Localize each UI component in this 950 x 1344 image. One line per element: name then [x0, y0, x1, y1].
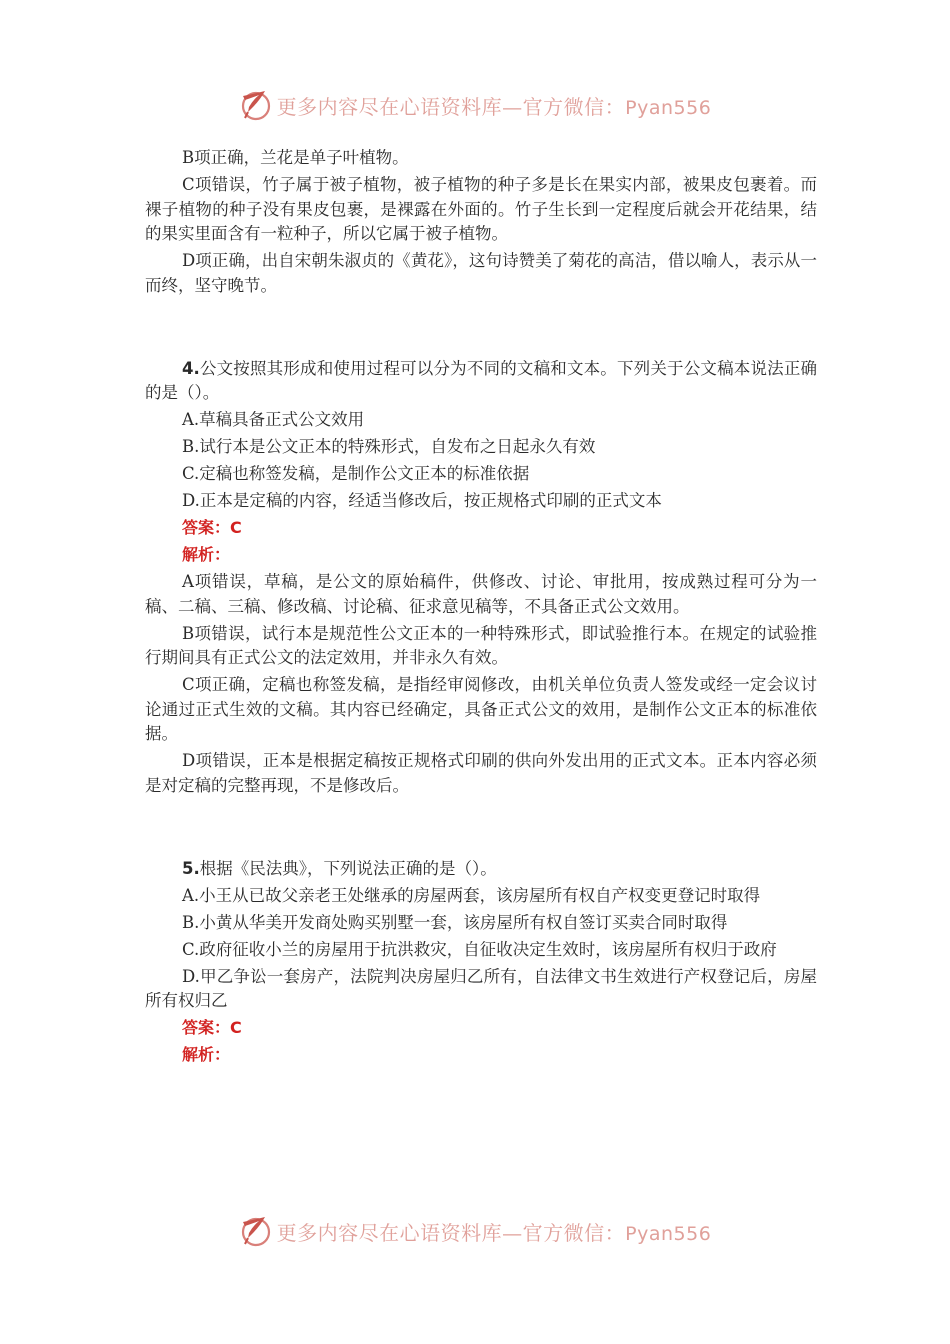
- analysis-d: D项错误，正本是根据定稿按正规格式印刷的供向外发出用的正式文本。正本内容必须是对定稿的完整再现，不是修改后。: [145, 751, 817, 795]
- option-c: C.政府征收小兰的房屋用于抗洪救灾，自征收决定生效时，该房屋所有权归于政府: [182, 939, 777, 959]
- question-number: 5.: [182, 858, 200, 878]
- question-stem: [145, 857, 817, 882]
- option-c: C.定稿也称签发稿，是制作公文正本的标准依据: [182, 464, 530, 483]
- question-number: 4.: [182, 358, 200, 378]
- quill-pen-circle-icon: [239, 88, 273, 122]
- banner-text: 更多内容尽在心语资料库—官方微信：Pyan556: [276, 1220, 712, 1245]
- page-content: [145, 146, 817, 1070]
- paragraph-option-b-analysis: B项正确，兰花是单子叶植物。: [182, 148, 409, 167]
- option-b: B.试行本是公文正本的特殊形式，自发布之日起永久有效: [182, 437, 596, 456]
- banner-wechat-id: Pyan556: [625, 96, 712, 119]
- analysis-label: 解析：: [182, 545, 231, 564]
- option-a: A.小王从已故父亲老王处继承的房屋两套，该房屋所有权自产权变更登记时取得: [182, 885, 761, 905]
- quill-pen-circle-icon: [239, 1214, 273, 1248]
- banner-wechat-id: Pyan556: [625, 1222, 712, 1245]
- analysis-a: A项错误，草稿，是公文的原始稿件，供修改、讨论、审批用，按成熟过程可分为一稿、二稿、三稿、修改稿、讨论稿、征求意见稿等，不具备正式公文效用。: [145, 572, 817, 616]
- question-text: 根据《民法典》，下列说法正确的是（）。: [199, 858, 497, 878]
- paragraph-option-c-analysis: C项错误，竹子属于被子植物，被子植物的种子多是长在果实内部，被果皮包裹着。而裸子植物的种子没有果皮包裹，是裸露在外面的。竹子生长到一定程度后就会开花结果，结的果实里面含有一粒种子，所以它属于被子植物。: [145, 175, 817, 243]
- question-4: [145, 357, 817, 799]
- question-5: [145, 857, 817, 1068]
- analysis-b: B项错误，试行本是规范性公文正本的一种特殊形式，即试验推行本。在规定的试验推行期间具有正式公文的法定效用，并非永久有效。: [145, 623, 817, 667]
- footer-banner: [0, 1209, 950, 1253]
- paragraph-option-d-analysis: D项正确，出自宋朝朱淑贞的《黄花》，这句诗赞美了菊花的高洁，借以喻人，表示从一而终，坚守晚节。: [145, 251, 817, 295]
- analysis-c: C项正确，定稿也称签发稿，是指经审阅修改，由机关单位负责人签发或经一定会议讨论通过正式生效的文稿。其内容已经确定，具备正式公文的效用，是制作公文正本的标准依据。: [145, 675, 817, 743]
- banner-text: 更多内容尽在心语资料库—官方微信：Pyan556: [276, 94, 712, 119]
- question-text: 公文按照其形成和使用过程可以分为不同的文稿和文本。下列关于公文稿本说法正确的是（）。: [145, 358, 817, 402]
- option-b: B.小黄从华美开发商处购买别墅一套，该房屋所有权自签订买卖合同时取得: [182, 912, 728, 932]
- analysis-label: 解析：: [182, 1045, 231, 1064]
- header-banner: [0, 83, 950, 127]
- option-a: A.草稿具备正式公文效用: [182, 410, 365, 429]
- question-stem: [145, 357, 817, 406]
- option-d: D.正本是定稿的内容，经适当修改后，按正规格式印刷的正式文本: [182, 491, 662, 510]
- answer-label: 答案：C: [182, 1018, 242, 1037]
- answer-label: 答案：C: [182, 518, 242, 537]
- option-d: D.甲乙争讼一套房产，法院判决房屋归乙所有，自法律文书生效进行产权登记后，房屋所有权归乙: [145, 966, 817, 1010]
